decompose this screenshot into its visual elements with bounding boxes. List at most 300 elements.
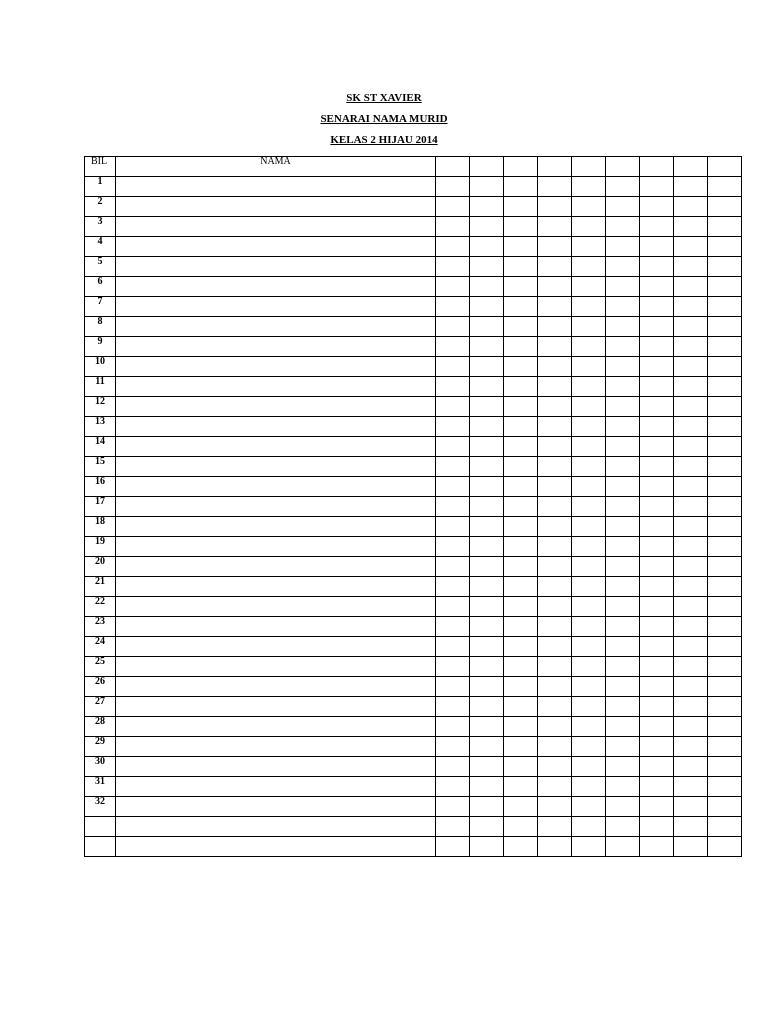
mark-cell (436, 677, 470, 697)
mark-cell (436, 757, 470, 777)
mark-cell (606, 617, 640, 637)
table-row (85, 777, 742, 797)
mark-column-header (436, 157, 470, 177)
mark-cell (708, 817, 742, 837)
row-number: 29 (85, 737, 116, 757)
mark-cell (538, 357, 572, 377)
mark-cell (436, 537, 470, 557)
mark-cell (674, 437, 708, 457)
mark-cell (470, 177, 504, 197)
table-row (85, 457, 742, 477)
mark-cell (708, 357, 742, 377)
mark-cell (436, 617, 470, 637)
mark-cell (504, 717, 538, 737)
mark-cell (470, 397, 504, 417)
mark-cell (504, 217, 538, 237)
mark-cell (538, 737, 572, 757)
student-name-cell (116, 637, 436, 657)
mark-cell (708, 257, 742, 277)
mark-cell (572, 537, 606, 557)
mark-cell (572, 217, 606, 237)
mark-cell (674, 357, 708, 377)
mark-cell (640, 437, 674, 457)
row-number: 14 (85, 437, 116, 457)
row-number: 26 (85, 677, 116, 697)
table-row (85, 317, 742, 337)
mark-cell (708, 317, 742, 337)
mark-cell (640, 617, 674, 637)
mark-cell (572, 177, 606, 197)
table-row (85, 337, 742, 357)
mark-cell (572, 577, 606, 597)
mark-cell (538, 457, 572, 477)
row-number: 21 (85, 577, 116, 597)
row-number (85, 817, 116, 837)
mark-cell (674, 717, 708, 737)
mark-cell (606, 517, 640, 537)
column-header-bil: BIL (85, 157, 116, 177)
table-row (85, 377, 742, 397)
mark-cell (640, 657, 674, 677)
mark-cell (674, 617, 708, 637)
mark-cell (674, 597, 708, 617)
mark-cell (470, 537, 504, 557)
student-name-cell (116, 477, 436, 497)
table-row (85, 437, 742, 457)
mark-cell (674, 377, 708, 397)
mark-cell (538, 177, 572, 197)
mark-cell (436, 217, 470, 237)
mark-cell (538, 817, 572, 837)
mark-cell (708, 657, 742, 677)
mark-cell (606, 757, 640, 777)
mark-cell (708, 797, 742, 817)
list-title: SENARAI NAMA MURID (320, 113, 448, 125)
mark-cell (436, 837, 470, 857)
mark-cell (674, 637, 708, 657)
student-name-cell (116, 257, 436, 277)
mark-cell (436, 437, 470, 457)
mark-cell (470, 577, 504, 597)
row-number: 17 (85, 497, 116, 517)
mark-cell (640, 357, 674, 377)
mark-column-header (674, 157, 708, 177)
mark-cell (470, 657, 504, 677)
mark-cell (674, 317, 708, 337)
row-number: 12 (85, 397, 116, 417)
mark-column-header (606, 157, 640, 177)
row-number: 28 (85, 717, 116, 737)
mark-cell (708, 577, 742, 597)
mark-cell (436, 457, 470, 477)
mark-cell (436, 497, 470, 517)
mark-cell (436, 397, 470, 417)
mark-cell (708, 757, 742, 777)
row-number: 2 (85, 197, 116, 217)
mark-cell (436, 577, 470, 597)
mark-cell (572, 277, 606, 297)
mark-cell (674, 777, 708, 797)
mark-cell (470, 817, 504, 837)
mark-cell (538, 517, 572, 537)
row-number: 13 (85, 417, 116, 437)
row-number: 22 (85, 597, 116, 617)
student-name-cell (116, 737, 436, 757)
mark-cell (674, 697, 708, 717)
mark-cell (538, 197, 572, 217)
mark-cell (538, 757, 572, 777)
mark-cell (708, 397, 742, 417)
mark-cell (572, 657, 606, 677)
mark-cell (572, 777, 606, 797)
mark-cell (572, 697, 606, 717)
mark-cell (538, 677, 572, 697)
row-number (85, 837, 116, 857)
mark-cell (708, 217, 742, 237)
table-row (85, 617, 742, 637)
student-name-cell (116, 537, 436, 557)
mark-cell (708, 457, 742, 477)
mark-cell (504, 337, 538, 357)
mark-cell (606, 837, 640, 857)
mark-cell (674, 677, 708, 697)
mark-cell (674, 517, 708, 537)
mark-cell (504, 837, 538, 857)
mark-cell (436, 477, 470, 497)
mark-cell (436, 777, 470, 797)
student-name-cell (116, 837, 436, 857)
mark-cell (572, 437, 606, 457)
mark-cell (640, 297, 674, 317)
mark-cell (606, 337, 640, 357)
mark-cell (436, 257, 470, 277)
mark-cell (640, 317, 674, 337)
table-row (85, 357, 742, 377)
mark-cell (538, 777, 572, 797)
mark-cell (436, 277, 470, 297)
mark-cell (708, 617, 742, 637)
mark-cell (470, 777, 504, 797)
mark-cell (708, 437, 742, 457)
mark-cell (606, 177, 640, 197)
mark-cell (606, 437, 640, 457)
table-row (85, 557, 742, 577)
mark-cell (606, 577, 640, 597)
mark-cell (572, 797, 606, 817)
mark-cell (606, 817, 640, 837)
mark-cell (436, 517, 470, 537)
table-row (85, 737, 742, 757)
mark-cell (436, 317, 470, 337)
mark-cell (572, 677, 606, 697)
mark-cell (504, 457, 538, 477)
mark-cell (436, 417, 470, 437)
mark-cell (436, 657, 470, 677)
mark-cell (504, 257, 538, 277)
mark-cell (640, 797, 674, 817)
mark-cell (606, 417, 640, 437)
student-name-cell (116, 277, 436, 297)
mark-cell (708, 417, 742, 437)
row-number: 30 (85, 757, 116, 777)
mark-cell (504, 397, 538, 417)
mark-cell (470, 677, 504, 697)
mark-cell (470, 597, 504, 617)
table-row (85, 297, 742, 317)
mark-cell (470, 697, 504, 717)
mark-cell (504, 297, 538, 317)
mark-cell (538, 277, 572, 297)
mark-cell (606, 377, 640, 397)
mark-cell (606, 397, 640, 417)
mark-cell (640, 677, 674, 697)
mark-cell (470, 797, 504, 817)
mark-column-header (504, 157, 538, 177)
mark-cell (708, 717, 742, 737)
mark-cell (504, 417, 538, 437)
mark-cell (674, 197, 708, 217)
row-number: 9 (85, 337, 116, 357)
mark-cell (504, 197, 538, 217)
mark-cell (606, 497, 640, 517)
table-row (85, 577, 742, 597)
mark-cell (572, 197, 606, 217)
student-name-cell (116, 397, 436, 417)
mark-cell (538, 637, 572, 657)
table-row (85, 197, 742, 217)
mark-cell (674, 757, 708, 777)
mark-cell (640, 717, 674, 737)
mark-cell (640, 257, 674, 277)
mark-cell (708, 557, 742, 577)
mark-cell (606, 217, 640, 237)
mark-cell (470, 337, 504, 357)
student-name-cell (116, 237, 436, 257)
table-row (85, 837, 742, 857)
mark-cell (436, 557, 470, 577)
student-name-cell (116, 357, 436, 377)
mark-cell (470, 557, 504, 577)
mark-cell (708, 837, 742, 857)
table-row (85, 477, 742, 497)
mark-cell (572, 557, 606, 577)
mark-cell (436, 377, 470, 397)
mark-cell (436, 597, 470, 617)
student-name-cell (116, 677, 436, 697)
mark-cell (470, 757, 504, 777)
mark-cell (674, 557, 708, 577)
mark-cell (572, 457, 606, 477)
row-number: 32 (85, 797, 116, 817)
mark-cell (640, 497, 674, 517)
table-row (85, 497, 742, 517)
student-name-cell (116, 437, 436, 457)
mark-cell (470, 617, 504, 637)
mark-cell (572, 357, 606, 377)
student-name-cell (116, 177, 436, 197)
row-number: 20 (85, 557, 116, 577)
mark-cell (674, 737, 708, 757)
mark-cell (538, 417, 572, 437)
student-name-cell (116, 757, 436, 777)
mark-cell (640, 217, 674, 237)
mark-cell (674, 177, 708, 197)
mark-cell (538, 537, 572, 557)
mark-cell (674, 277, 708, 297)
mark-cell (470, 217, 504, 237)
table-row (85, 637, 742, 657)
mark-cell (470, 437, 504, 457)
mark-cell (470, 237, 504, 257)
row-number: 19 (85, 537, 116, 557)
mark-cell (674, 457, 708, 477)
mark-cell (708, 637, 742, 657)
mark-cell (470, 417, 504, 437)
mark-cell (640, 237, 674, 257)
mark-column-header (470, 157, 504, 177)
row-number: 5 (85, 257, 116, 277)
row-number: 8 (85, 317, 116, 337)
mark-cell (470, 197, 504, 217)
mark-cell (470, 297, 504, 317)
student-name-cell (116, 597, 436, 617)
mark-cell (606, 777, 640, 797)
mark-cell (640, 817, 674, 837)
student-name-cell (116, 297, 436, 317)
student-name-cell (116, 497, 436, 517)
mark-cell (674, 537, 708, 557)
student-name-cell (116, 517, 436, 537)
mark-cell (436, 357, 470, 377)
row-number: 25 (85, 657, 116, 677)
mark-cell (572, 317, 606, 337)
mark-cell (572, 297, 606, 317)
mark-cell (572, 637, 606, 657)
mark-cell (436, 297, 470, 317)
mark-cell (640, 397, 674, 417)
row-number: 15 (85, 457, 116, 477)
mark-cell (538, 557, 572, 577)
mark-cell (674, 417, 708, 437)
table-row (85, 177, 742, 197)
mark-column-header (538, 157, 572, 177)
mark-cell (572, 597, 606, 617)
mark-cell (674, 477, 708, 497)
mark-cell (504, 657, 538, 677)
student-name-cell (116, 657, 436, 677)
mark-column-header (640, 157, 674, 177)
mark-cell (504, 757, 538, 777)
mark-cell (538, 617, 572, 637)
table-row (85, 797, 742, 817)
mark-cell (708, 177, 742, 197)
mark-column-header (708, 157, 742, 177)
mark-cell (708, 297, 742, 317)
mark-cell (538, 497, 572, 517)
mark-cell (504, 557, 538, 577)
mark-cell (470, 637, 504, 657)
mark-cell (504, 497, 538, 517)
mark-cell (538, 377, 572, 397)
mark-cell (674, 237, 708, 257)
mark-cell (470, 837, 504, 857)
mark-cell (708, 697, 742, 717)
mark-cell (504, 617, 538, 637)
student-name-cell (116, 577, 436, 597)
row-number: 7 (85, 297, 116, 317)
mark-cell (572, 417, 606, 437)
mark-cell (708, 777, 742, 797)
table-row (85, 397, 742, 417)
row-number: 11 (85, 377, 116, 397)
mark-cell (504, 277, 538, 297)
mark-cell (674, 257, 708, 277)
mark-cell (538, 697, 572, 717)
row-number: 24 (85, 637, 116, 657)
mark-cell (606, 737, 640, 757)
mark-cell (606, 677, 640, 697)
mark-cell (572, 377, 606, 397)
mark-cell (708, 377, 742, 397)
mark-cell (606, 297, 640, 317)
student-name-cell (116, 797, 436, 817)
mark-cell (504, 177, 538, 197)
table-row (85, 237, 742, 257)
mark-cell (504, 777, 538, 797)
mark-cell (640, 457, 674, 477)
mark-cell (640, 697, 674, 717)
mark-cell (470, 457, 504, 477)
mark-cell (538, 797, 572, 817)
mark-cell (470, 257, 504, 277)
mark-cell (572, 497, 606, 517)
mark-cell (606, 357, 640, 377)
student-roster-table (84, 156, 742, 857)
student-name-cell (116, 817, 436, 837)
mark-cell (572, 837, 606, 857)
mark-cell (674, 657, 708, 677)
mark-column-header (572, 157, 606, 177)
mark-cell (504, 637, 538, 657)
student-name-cell (116, 617, 436, 637)
row-number: 3 (85, 217, 116, 237)
student-name-cell (116, 697, 436, 717)
mark-cell (708, 497, 742, 517)
mark-cell (640, 517, 674, 537)
mark-cell (640, 417, 674, 437)
mark-cell (708, 197, 742, 217)
mark-cell (674, 577, 708, 597)
mark-cell (606, 237, 640, 257)
student-name-cell (116, 317, 436, 337)
mark-cell (504, 737, 538, 757)
student-name-cell (116, 557, 436, 577)
student-name-cell (116, 377, 436, 397)
mark-cell (674, 337, 708, 357)
mark-cell (538, 597, 572, 617)
student-name-cell (116, 417, 436, 437)
mark-cell (708, 237, 742, 257)
mark-cell (572, 617, 606, 637)
table-row (85, 697, 742, 717)
student-name-cell (116, 217, 436, 237)
table-row (85, 597, 742, 617)
mark-cell (436, 637, 470, 657)
row-number: 31 (85, 777, 116, 797)
mark-cell (538, 837, 572, 857)
row-number: 23 (85, 617, 116, 637)
mark-cell (436, 817, 470, 837)
